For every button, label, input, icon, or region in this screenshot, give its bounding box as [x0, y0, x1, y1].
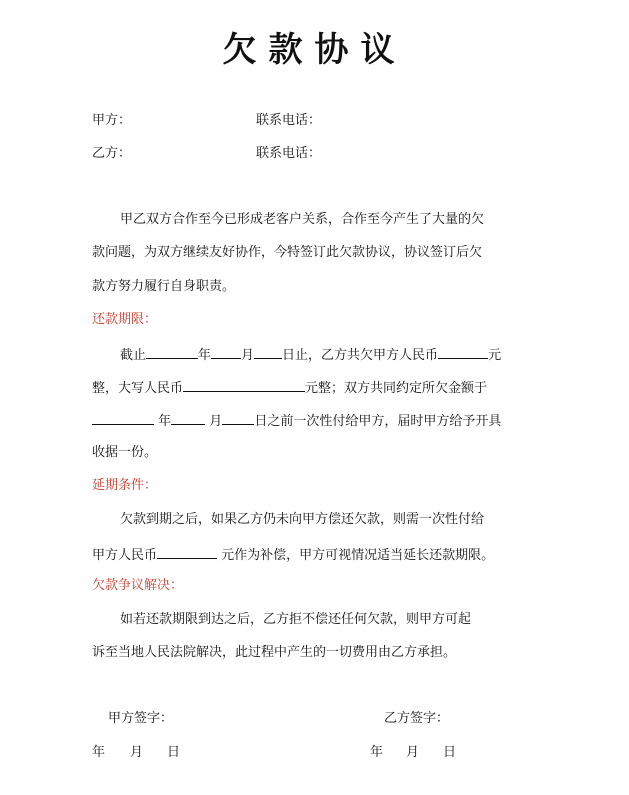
blank-due-month [171, 411, 205, 425]
party-b-signature-label: 乙方签字： [384, 711, 450, 726]
extension-condition-heading: 延期条件： [92, 478, 158, 493]
repayment-line-3 [92, 411, 501, 430]
text-segment: 年 [158, 414, 172, 429]
party-a-phone-label: 联系电话： [256, 113, 322, 128]
party-a-date-day: 日 [167, 745, 181, 760]
party-b-date-year: 年 [370, 745, 384, 760]
text-segment: 年 [198, 348, 212, 363]
party-a-date-year: 年 [92, 745, 106, 760]
text-segment: 元 [488, 348, 502, 363]
repayment-line-1 [120, 345, 501, 364]
blank-amount [438, 345, 488, 359]
party-b-date-day: 日 [443, 745, 457, 760]
text-segment: 整，大写人民币 [92, 381, 184, 396]
dispute-line-2: 诉至当地人民法院解决，此过程中产生的一切费用由乙方承担。 [92, 645, 457, 660]
intro-line-1: 甲乙双方合作至今已形成老客户关系，合作至今产生了大量的欠 [120, 212, 485, 227]
text-segment: 截止 [120, 348, 147, 363]
blank-due-year [92, 411, 154, 425]
party-a-label: 甲方： [92, 113, 132, 128]
party-b-phone-label: 联系电话： [256, 146, 322, 161]
party-b-date-month: 月 [406, 745, 420, 760]
dispute-resolution-heading: 欠款争议解决： [92, 578, 184, 593]
party-a-date-month: 月 [130, 745, 144, 760]
blank-month [211, 345, 241, 359]
party-a-signature-label: 甲方签字： [108, 711, 174, 726]
blank-year [146, 345, 198, 359]
repayment-deadline-heading: 还款期限： [92, 312, 158, 327]
text-segment: 元作为补偿，甲方可视情况适当延长还款期限。 [221, 548, 495, 563]
text-segment: 元整；双方共同约定所欠金额于 [305, 381, 488, 396]
text-segment: 甲方人民币 [92, 548, 158, 563]
text-segment: 月 [209, 414, 223, 429]
blank-day [254, 345, 282, 359]
blank-due-day [222, 411, 254, 425]
intro-line-2: 款问题，为双方继续友好协作，今特签订此欠款协议，协议签订后欠 [92, 245, 483, 260]
document-title: 欠款协议 [222, 30, 407, 70]
blank-compensation [157, 545, 217, 559]
party-b-label: 乙方： [92, 146, 132, 161]
intro-line-3: 款方努力履行自身职责。 [92, 279, 236, 294]
text-segment: 日止，乙方共欠甲方人民币 [282, 348, 439, 363]
blank-amount-words [183, 378, 305, 392]
extension-line-1: 欠款到期之后，如果乙方仍未向甲方偿还欠款，则需一次性付给 [120, 512, 485, 527]
dispute-line-1: 如若还款期限到达之后，乙方拒不偿还任何欠款，则甲方可起 [120, 612, 472, 627]
repayment-line-2 [92, 378, 487, 397]
text-segment: 日之前一次性付给甲方，届时甲方给予开具 [254, 414, 502, 429]
repayment-line-4: 收据一份。 [92, 445, 158, 460]
extension-line-2 [92, 545, 494, 564]
text-segment: 月 [241, 348, 255, 363]
